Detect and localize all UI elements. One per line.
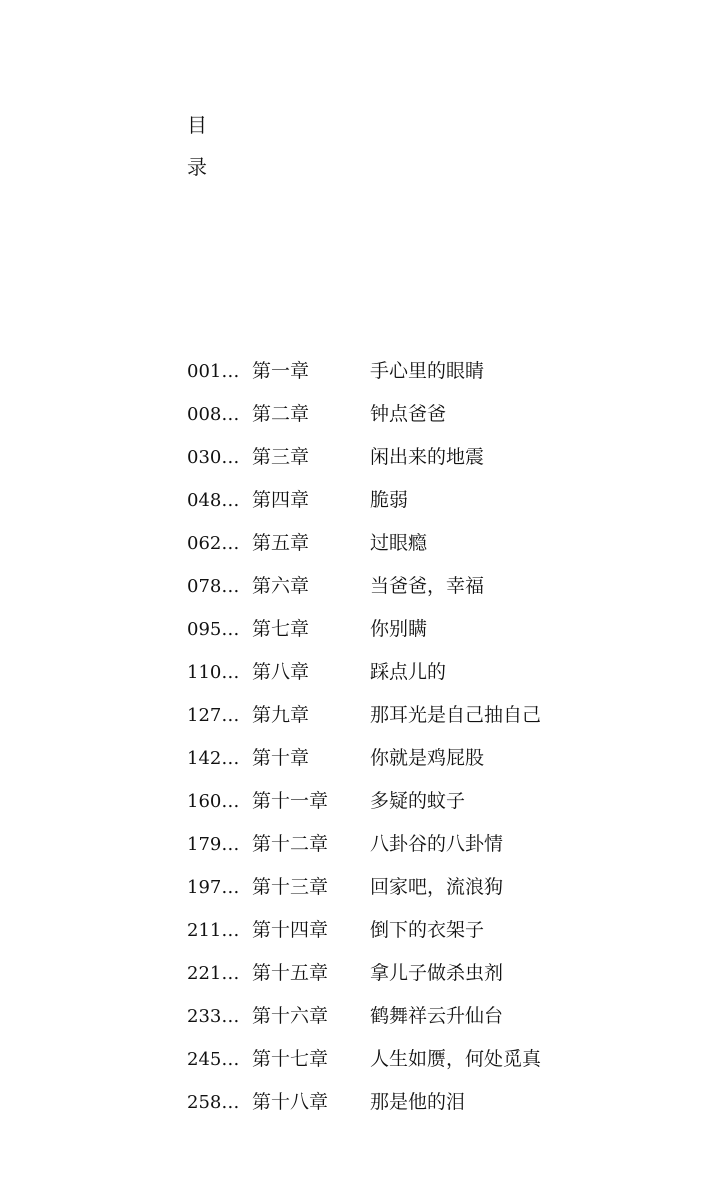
toc-chapter-label: 第九章: [252, 704, 310, 726]
toc-page-number: 245…: [187, 1049, 240, 1070]
toc-chapter-label: 第十章: [252, 747, 310, 769]
toc-chapter-label: 第八章: [252, 661, 310, 683]
toc-page-number: 001…: [187, 361, 240, 382]
toc-chapter-label: 第十六章: [252, 1005, 329, 1027]
toc-chapter-label: 第六章: [252, 575, 310, 597]
toc-chapter-label: 第十五章: [252, 962, 329, 984]
toc-chapter-title: 踩点儿的: [370, 661, 447, 683]
toc-chapter-label: 第五章: [252, 532, 310, 554]
toc-page-number: 160…: [187, 791, 240, 812]
toc-entry-14[interactable]: [187, 909, 647, 952]
toc-entry-9[interactable]: [187, 694, 647, 737]
toc-chapter-title: 回家吧，流浪狗: [370, 876, 504, 898]
toc-entry-6[interactable]: [187, 565, 647, 608]
toc-page-number: 197…: [187, 877, 240, 898]
toc-page-number: 127…: [187, 705, 240, 726]
toc-entry-1[interactable]: [187, 350, 647, 393]
toc-chapter-title: 人生如赝，何处觅真: [370, 1048, 542, 1070]
toc-chapter-title: 多疑的蚊子: [370, 790, 466, 812]
toc-chapter-title: 你就是鸡屁股: [370, 747, 485, 769]
toc-chapter-label: 第十八章: [252, 1091, 329, 1113]
toc-chapter-title: 钟点爸爸: [370, 403, 447, 425]
toc-chapter-label: 第十三章: [252, 876, 329, 898]
toc-chapter-title: 脆弱: [370, 489, 409, 511]
toc-page-number: 179…: [187, 834, 240, 855]
toc-entry-15[interactable]: [187, 952, 647, 995]
toc-chapter-title: 拿儿子做杀虫剂: [370, 962, 504, 984]
toc-chapter-label: 第十二章: [252, 833, 329, 855]
toc-chapter-title: 过眼瘾: [370, 532, 428, 554]
toc-entry-10[interactable]: [187, 737, 647, 780]
toc-page-number: 062…: [187, 533, 240, 554]
contents-heading: [187, 104, 227, 188]
toc-chapter-title: 那是他的泪: [370, 1091, 466, 1113]
toc-chapter-title: 闲出来的地震: [370, 446, 485, 468]
toc-entry-16[interactable]: [187, 995, 647, 1038]
toc-page-number: 233…: [187, 1006, 240, 1027]
toc-page-number: 110…: [187, 662, 240, 683]
toc-chapter-title: 手心里的眼睛: [370, 360, 485, 382]
toc-chapter-label: 第二章: [252, 403, 310, 425]
toc-chapter-title: 你别瞒: [370, 618, 428, 640]
toc-entry-8[interactable]: [187, 651, 647, 694]
toc-chapter-title: 八卦谷的八卦情: [370, 833, 504, 855]
toc-chapter-title: 倒下的衣架子: [370, 919, 485, 941]
toc-entry-13[interactable]: [187, 866, 647, 909]
toc-page-number: 142…: [187, 748, 240, 769]
toc-page-number: 258…: [187, 1092, 240, 1113]
toc-entry-17[interactable]: [187, 1038, 647, 1081]
toc-chapter-title: 鹤舞祥云升仙台: [370, 1005, 504, 1027]
toc-entry-11[interactable]: [187, 780, 647, 823]
toc-chapter-label: 第十四章: [252, 919, 329, 941]
toc-chapter-label: 第七章: [252, 618, 310, 640]
toc-entry-4[interactable]: [187, 479, 647, 522]
toc-entry-18[interactable]: [187, 1081, 647, 1124]
toc-page-number: 048…: [187, 490, 240, 511]
toc-page-number: 078…: [187, 576, 240, 597]
toc-chapter-title: 那耳光是自己抽自己: [370, 704, 542, 726]
toc-chapter-label: 第十七章: [252, 1048, 329, 1070]
toc-entry-12[interactable]: [187, 823, 647, 866]
toc-chapter-label: 第十一章: [252, 790, 329, 812]
toc-chapter-label: 第四章: [252, 489, 310, 511]
toc-entry-3[interactable]: [187, 436, 647, 479]
toc-chapter-label: 第一章: [252, 360, 310, 382]
toc-page-number: 221…: [187, 963, 240, 984]
toc-chapter-title: 当爸爸，幸福: [370, 575, 485, 597]
contents-heading-char-1: 目: [187, 113, 207, 137]
toc-entry-2[interactable]: [187, 393, 647, 436]
toc-chapter-label: 第三章: [252, 446, 310, 468]
toc-page-number: 030…: [187, 447, 240, 468]
table-of-contents: [187, 350, 647, 1124]
toc-entry-5[interactable]: [187, 522, 647, 565]
toc-page-number: 008…: [187, 404, 240, 425]
toc-entry-7[interactable]: [187, 608, 647, 651]
toc-page-number: 095…: [187, 619, 240, 640]
toc-page-number: 211…: [187, 920, 240, 941]
contents-heading-char-2: 录: [187, 155, 207, 179]
